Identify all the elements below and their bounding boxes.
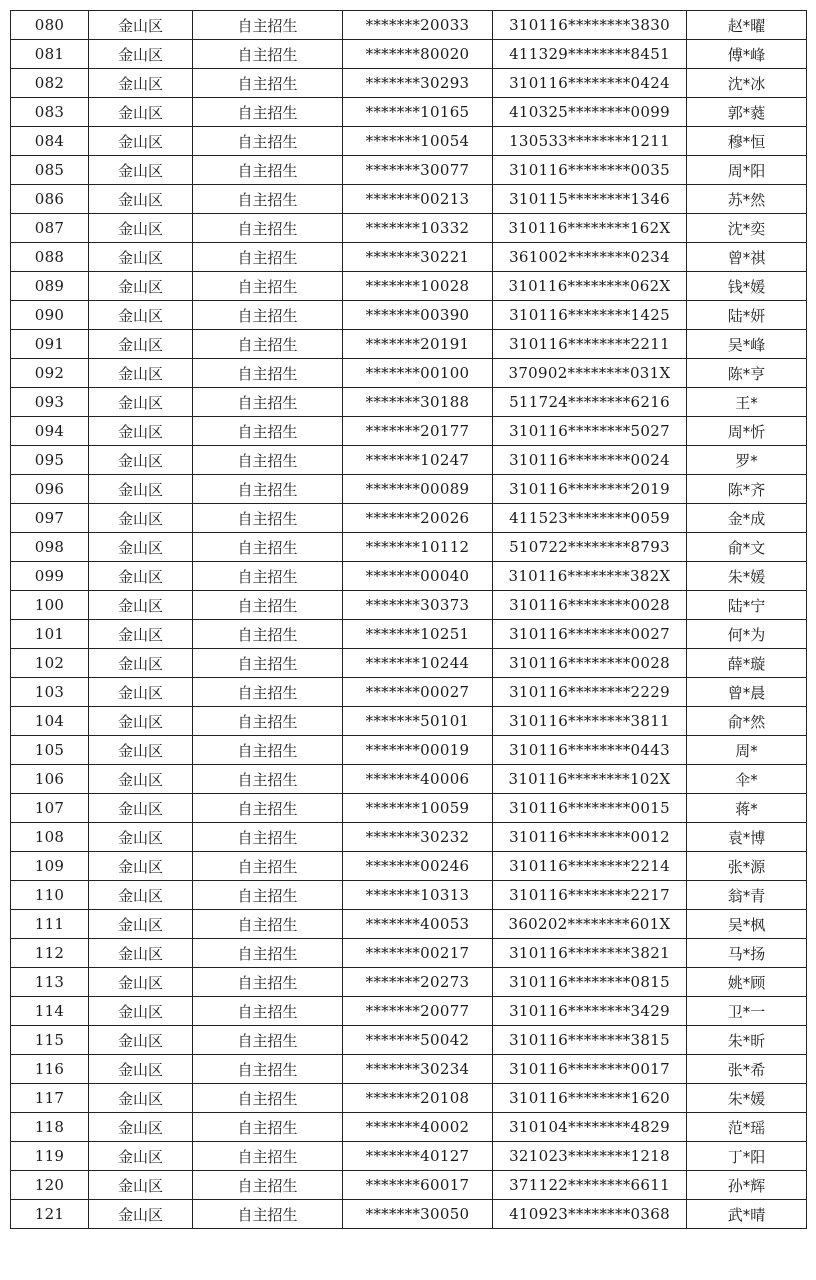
id-number-cell: 310116********0443 (493, 736, 687, 765)
document-page (10, 10, 806, 1229)
district-cell: 金山区 (89, 156, 193, 185)
row-number: 093 (11, 388, 89, 417)
admission-type-cell: 自主招生 (193, 649, 343, 678)
admission-type-cell: 自主招生 (193, 214, 343, 243)
admission-type-cell: 自主招生 (193, 156, 343, 185)
row-number: 109 (11, 852, 89, 881)
admission-type-cell: 自主招生 (193, 852, 343, 881)
district-cell: 金山区 (89, 417, 193, 446)
admission-type-cell: 自主招生 (193, 417, 343, 446)
table-row (11, 98, 807, 127)
id-number-cell: 310116********0028 (493, 591, 687, 620)
student-name-cell: 俞*文 (687, 533, 807, 562)
exam-number-cell: *******20191 (343, 330, 493, 359)
row-number: 107 (11, 794, 89, 823)
id-number-cell: 510722********8793 (493, 533, 687, 562)
district-cell: 金山区 (89, 1171, 193, 1200)
admission-type-cell: 自主招生 (193, 69, 343, 98)
row-number: 098 (11, 533, 89, 562)
row-number: 108 (11, 823, 89, 852)
admission-type-cell: 自主招生 (193, 11, 343, 40)
student-name-cell: 孙*辉 (687, 1171, 807, 1200)
student-name-cell: 张*源 (687, 852, 807, 881)
student-name-cell: 卫*一 (687, 997, 807, 1026)
exam-number-cell: *******30050 (343, 1200, 493, 1229)
district-cell: 金山区 (89, 1113, 193, 1142)
row-number: 080 (11, 11, 89, 40)
id-number-cell: 310116********5027 (493, 417, 687, 446)
row-number: 087 (11, 214, 89, 243)
row-number: 117 (11, 1084, 89, 1113)
student-name-cell: 丁*阳 (687, 1142, 807, 1171)
exam-number-cell: *******30077 (343, 156, 493, 185)
row-number: 099 (11, 562, 89, 591)
exam-number-cell: *******40053 (343, 910, 493, 939)
row-number: 103 (11, 678, 89, 707)
id-number-cell: 310116********2217 (493, 881, 687, 910)
table-row (11, 1200, 807, 1229)
district-cell: 金山区 (89, 765, 193, 794)
district-cell: 金山区 (89, 243, 193, 272)
row-number: 101 (11, 620, 89, 649)
id-number-cell: 310116********2211 (493, 330, 687, 359)
table-row (11, 968, 807, 997)
admission-type-cell: 自主招生 (193, 272, 343, 301)
id-number-cell: 310116********3821 (493, 939, 687, 968)
table-row (11, 707, 807, 736)
student-name-cell: 姚*顾 (687, 968, 807, 997)
student-name-cell: 陆*妍 (687, 301, 807, 330)
row-number: 095 (11, 446, 89, 475)
row-number: 094 (11, 417, 89, 446)
row-number: 096 (11, 475, 89, 504)
district-cell: 金山区 (89, 649, 193, 678)
district-cell: 金山区 (89, 1055, 193, 1084)
id-number-cell: 410325********0099 (493, 98, 687, 127)
district-cell: 金山区 (89, 794, 193, 823)
admission-type-cell: 自主招生 (193, 823, 343, 852)
id-number-cell: 130533********1211 (493, 127, 687, 156)
admission-type-cell: 自主招生 (193, 678, 343, 707)
district-cell: 金山区 (89, 620, 193, 649)
district-cell: 金山区 (89, 330, 193, 359)
id-number-cell: 411329********8451 (493, 40, 687, 69)
exam-number-cell: *******10059 (343, 794, 493, 823)
exam-number-cell: *******10247 (343, 446, 493, 475)
table-row (11, 794, 807, 823)
district-cell: 金山区 (89, 881, 193, 910)
district-cell: 金山区 (89, 939, 193, 968)
table-row (11, 1026, 807, 1055)
admission-type-cell: 自主招生 (193, 1200, 343, 1229)
district-cell: 金山区 (89, 1142, 193, 1171)
table-row (11, 504, 807, 533)
exam-number-cell: *******00390 (343, 301, 493, 330)
student-name-cell: 沈*冰 (687, 69, 807, 98)
admission-type-cell: 自主招生 (193, 533, 343, 562)
id-number-cell: 371122********6611 (493, 1171, 687, 1200)
student-name-cell: 蒋* (687, 794, 807, 823)
table-row (11, 1084, 807, 1113)
row-number: 118 (11, 1113, 89, 1142)
exam-number-cell: *******40127 (343, 1142, 493, 1171)
admission-type-cell: 自主招生 (193, 359, 343, 388)
student-name-cell: 穆*恒 (687, 127, 807, 156)
exam-number-cell: *******60017 (343, 1171, 493, 1200)
table-row (11, 40, 807, 69)
exam-number-cell: *******20026 (343, 504, 493, 533)
district-cell: 金山区 (89, 1200, 193, 1229)
id-number-cell: 310116********2019 (493, 475, 687, 504)
row-number: 120 (11, 1171, 89, 1200)
admission-type-cell: 自主招生 (193, 562, 343, 591)
exam-number-cell: *******00100 (343, 359, 493, 388)
exam-number-cell: *******20077 (343, 997, 493, 1026)
row-number: 088 (11, 243, 89, 272)
admission-type-cell: 自主招生 (193, 1026, 343, 1055)
id-number-cell: 321023********1218 (493, 1142, 687, 1171)
student-name-cell: 朱*媛 (687, 562, 807, 591)
id-number-cell: 310116********0012 (493, 823, 687, 852)
exam-number-cell: *******00089 (343, 475, 493, 504)
table-row (11, 939, 807, 968)
table-row (11, 562, 807, 591)
row-number: 105 (11, 736, 89, 765)
exam-number-cell: *******30232 (343, 823, 493, 852)
district-cell: 金山区 (89, 69, 193, 98)
district-cell: 金山区 (89, 359, 193, 388)
row-number: 100 (11, 591, 89, 620)
id-number-cell: 310116********0015 (493, 794, 687, 823)
student-name-cell: 曾*祺 (687, 243, 807, 272)
admission-type-cell: 自主招生 (193, 620, 343, 649)
table-row (11, 852, 807, 881)
admission-type-cell: 自主招生 (193, 446, 343, 475)
table-row (11, 417, 807, 446)
table-row (11, 765, 807, 794)
admission-type-cell: 自主招生 (193, 1142, 343, 1171)
student-name-cell: 吴*峰 (687, 330, 807, 359)
id-number-cell: 310116********0815 (493, 968, 687, 997)
student-name-cell: 金*成 (687, 504, 807, 533)
admission-type-cell: 自主招生 (193, 707, 343, 736)
id-number-cell: 310116********0424 (493, 69, 687, 98)
id-number-cell: 310116********3429 (493, 997, 687, 1026)
table-row (11, 591, 807, 620)
admission-type-cell: 自主招生 (193, 968, 343, 997)
table-row (11, 881, 807, 910)
exam-number-cell: *******80020 (343, 40, 493, 69)
exam-number-cell: *******20033 (343, 11, 493, 40)
table-row (11, 243, 807, 272)
id-number-cell: 310116********162X (493, 214, 687, 243)
exam-number-cell: *******40002 (343, 1113, 493, 1142)
district-cell: 金山区 (89, 852, 193, 881)
exam-number-cell: *******10028 (343, 272, 493, 301)
id-number-cell: 310116********3815 (493, 1026, 687, 1055)
row-number: 081 (11, 40, 89, 69)
exam-number-cell: *******40006 (343, 765, 493, 794)
row-number: 084 (11, 127, 89, 156)
admission-type-cell: 自主招生 (193, 127, 343, 156)
admission-type-cell: 自主招生 (193, 388, 343, 417)
admission-type-cell: 自主招生 (193, 1084, 343, 1113)
student-name-cell: 薛*璇 (687, 649, 807, 678)
table-row (11, 1055, 807, 1084)
table-row (11, 11, 807, 40)
district-cell: 金山区 (89, 823, 193, 852)
student-name-cell: 周*阳 (687, 156, 807, 185)
district-cell: 金山区 (89, 214, 193, 243)
admission-type-cell: 自主招生 (193, 881, 343, 910)
id-number-cell: 360202********601X (493, 910, 687, 939)
district-cell: 金山区 (89, 98, 193, 127)
student-name-cell: 伞* (687, 765, 807, 794)
id-number-cell: 310116********0024 (493, 446, 687, 475)
table-row (11, 330, 807, 359)
row-number: 089 (11, 272, 89, 301)
id-number-cell: 310116********2214 (493, 852, 687, 881)
student-name-cell: 张*希 (687, 1055, 807, 1084)
student-name-cell: 赵*曜 (687, 11, 807, 40)
id-number-cell: 310116********1425 (493, 301, 687, 330)
id-number-cell: 310116********062X (493, 272, 687, 301)
admission-type-cell: 自主招生 (193, 939, 343, 968)
admission-type-cell: 自主招生 (193, 301, 343, 330)
student-name-cell: 朱*昕 (687, 1026, 807, 1055)
table-row (11, 475, 807, 504)
row-number: 116 (11, 1055, 89, 1084)
exam-number-cell: *******00213 (343, 185, 493, 214)
admission-type-cell: 自主招生 (193, 997, 343, 1026)
exam-number-cell: *******10244 (343, 649, 493, 678)
student-name-cell: 俞*然 (687, 707, 807, 736)
table-row (11, 127, 807, 156)
table-row (11, 736, 807, 765)
table-row (11, 301, 807, 330)
admission-type-cell: 自主招生 (193, 98, 343, 127)
student-name-cell: 吴*枫 (687, 910, 807, 939)
student-name-cell: 陈*齐 (687, 475, 807, 504)
id-number-cell: 310116********2229 (493, 678, 687, 707)
exam-number-cell: *******30293 (343, 69, 493, 98)
exam-number-cell: *******00027 (343, 678, 493, 707)
table-body (11, 11, 807, 1229)
row-number: 097 (11, 504, 89, 533)
exam-number-cell: *******30234 (343, 1055, 493, 1084)
table-row (11, 1142, 807, 1171)
admission-type-cell: 自主招生 (193, 330, 343, 359)
exam-number-cell: *******50042 (343, 1026, 493, 1055)
exam-number-cell: *******00246 (343, 852, 493, 881)
exam-number-cell: *******10112 (343, 533, 493, 562)
row-number: 085 (11, 156, 89, 185)
row-number: 106 (11, 765, 89, 794)
table-row (11, 214, 807, 243)
district-cell: 金山区 (89, 40, 193, 69)
row-number: 104 (11, 707, 89, 736)
table-row (11, 69, 807, 98)
admission-type-cell: 自主招生 (193, 910, 343, 939)
row-number: 110 (11, 881, 89, 910)
admission-type-cell: 自主招生 (193, 504, 343, 533)
admission-type-cell: 自主招生 (193, 736, 343, 765)
district-cell: 金山区 (89, 388, 193, 417)
table-row (11, 910, 807, 939)
district-cell: 金山区 (89, 562, 193, 591)
id-number-cell: 310116********382X (493, 562, 687, 591)
admission-type-cell: 自主招生 (193, 40, 343, 69)
id-number-cell: 310116********3811 (493, 707, 687, 736)
district-cell: 金山区 (89, 475, 193, 504)
row-number: 090 (11, 301, 89, 330)
table-row (11, 388, 807, 417)
student-name-cell: 陈*亨 (687, 359, 807, 388)
table-row (11, 156, 807, 185)
student-name-cell: 曾*晨 (687, 678, 807, 707)
row-number: 086 (11, 185, 89, 214)
district-cell: 金山区 (89, 185, 193, 214)
row-number: 091 (11, 330, 89, 359)
exam-number-cell: *******10251 (343, 620, 493, 649)
student-name-cell: 周* (687, 736, 807, 765)
id-number-cell: 310116********0028 (493, 649, 687, 678)
district-cell: 金山区 (89, 533, 193, 562)
student-name-cell: 罗* (687, 446, 807, 475)
student-name-cell: 沈*奕 (687, 214, 807, 243)
district-cell: 金山区 (89, 301, 193, 330)
id-number-cell: 370902********031X (493, 359, 687, 388)
table-row (11, 823, 807, 852)
admission-type-cell: 自主招生 (193, 794, 343, 823)
admission-type-cell: 自主招生 (193, 475, 343, 504)
table-row (11, 678, 807, 707)
district-cell: 金山区 (89, 446, 193, 475)
student-name-cell: 陆*宁 (687, 591, 807, 620)
id-number-cell: 310116********0027 (493, 620, 687, 649)
student-name-cell: 周*忻 (687, 417, 807, 446)
student-name-cell: 袁*博 (687, 823, 807, 852)
student-name-cell: 郭*蕤 (687, 98, 807, 127)
district-cell: 金山区 (89, 1026, 193, 1055)
row-number: 113 (11, 968, 89, 997)
id-number-cell: 310116********0035 (493, 156, 687, 185)
student-name-cell: 武*晴 (687, 1200, 807, 1229)
student-name-cell: 王* (687, 388, 807, 417)
admission-type-cell: 自主招生 (193, 591, 343, 620)
admission-type-cell: 自主招生 (193, 243, 343, 272)
district-cell: 金山区 (89, 968, 193, 997)
admission-type-cell: 自主招生 (193, 185, 343, 214)
row-number: 111 (11, 910, 89, 939)
id-number-cell: 511724********6216 (493, 388, 687, 417)
exam-number-cell: *******10313 (343, 881, 493, 910)
table-row (11, 359, 807, 388)
table-row (11, 649, 807, 678)
table-row (11, 533, 807, 562)
table-row (11, 272, 807, 301)
exam-number-cell: *******20177 (343, 417, 493, 446)
student-name-cell: 马*扬 (687, 939, 807, 968)
id-number-cell: 310116********3830 (493, 11, 687, 40)
exam-number-cell: *******30188 (343, 388, 493, 417)
exam-number-cell: *******30221 (343, 243, 493, 272)
exam-number-cell: *******10054 (343, 127, 493, 156)
admission-type-cell: 自主招生 (193, 1055, 343, 1084)
district-cell: 金山区 (89, 1084, 193, 1113)
student-name-cell: 翁*青 (687, 881, 807, 910)
student-name-cell: 钱*媛 (687, 272, 807, 301)
row-number: 112 (11, 939, 89, 968)
table-row (11, 446, 807, 475)
district-cell: 金山区 (89, 127, 193, 156)
exam-number-cell: *******20273 (343, 968, 493, 997)
exam-number-cell: *******10165 (343, 98, 493, 127)
table-row (11, 997, 807, 1026)
id-number-cell: 310116********0017 (493, 1055, 687, 1084)
district-cell: 金山区 (89, 707, 193, 736)
row-number: 092 (11, 359, 89, 388)
row-number: 115 (11, 1026, 89, 1055)
district-cell: 金山区 (89, 11, 193, 40)
exam-number-cell: *******00217 (343, 939, 493, 968)
id-number-cell: 310115********1346 (493, 185, 687, 214)
admission-type-cell: 自主招生 (193, 765, 343, 794)
district-cell: 金山区 (89, 504, 193, 533)
student-name-cell: 苏*然 (687, 185, 807, 214)
exam-number-cell: *******50101 (343, 707, 493, 736)
id-number-cell: 361002********0234 (493, 243, 687, 272)
admission-type-cell: 自主招生 (193, 1113, 343, 1142)
district-cell: 金山区 (89, 591, 193, 620)
student-name-cell: 傅*峰 (687, 40, 807, 69)
admission-list-table (10, 10, 807, 1229)
exam-number-cell: *******00019 (343, 736, 493, 765)
row-number: 083 (11, 98, 89, 127)
table-row (11, 185, 807, 214)
exam-number-cell: *******00040 (343, 562, 493, 591)
district-cell: 金山区 (89, 272, 193, 301)
district-cell: 金山区 (89, 736, 193, 765)
id-number-cell: 310116********102X (493, 765, 687, 794)
exam-number-cell: *******10332 (343, 214, 493, 243)
id-number-cell: 310104********4829 (493, 1113, 687, 1142)
id-number-cell: 310116********1620 (493, 1084, 687, 1113)
student-name-cell: 范*瑶 (687, 1113, 807, 1142)
exam-number-cell: *******30373 (343, 591, 493, 620)
id-number-cell: 410923********0368 (493, 1200, 687, 1229)
district-cell: 金山区 (89, 910, 193, 939)
id-number-cell: 411523********0059 (493, 504, 687, 533)
admission-type-cell: 自主招生 (193, 1171, 343, 1200)
exam-number-cell: *******20108 (343, 1084, 493, 1113)
row-number: 119 (11, 1142, 89, 1171)
table-row (11, 620, 807, 649)
table-row (11, 1171, 807, 1200)
row-number: 114 (11, 997, 89, 1026)
district-cell: 金山区 (89, 997, 193, 1026)
row-number: 082 (11, 69, 89, 98)
row-number: 102 (11, 649, 89, 678)
district-cell: 金山区 (89, 678, 193, 707)
table-row (11, 1113, 807, 1142)
row-number: 121 (11, 1200, 89, 1229)
student-name-cell: 何*为 (687, 620, 807, 649)
student-name-cell: 朱*媛 (687, 1084, 807, 1113)
